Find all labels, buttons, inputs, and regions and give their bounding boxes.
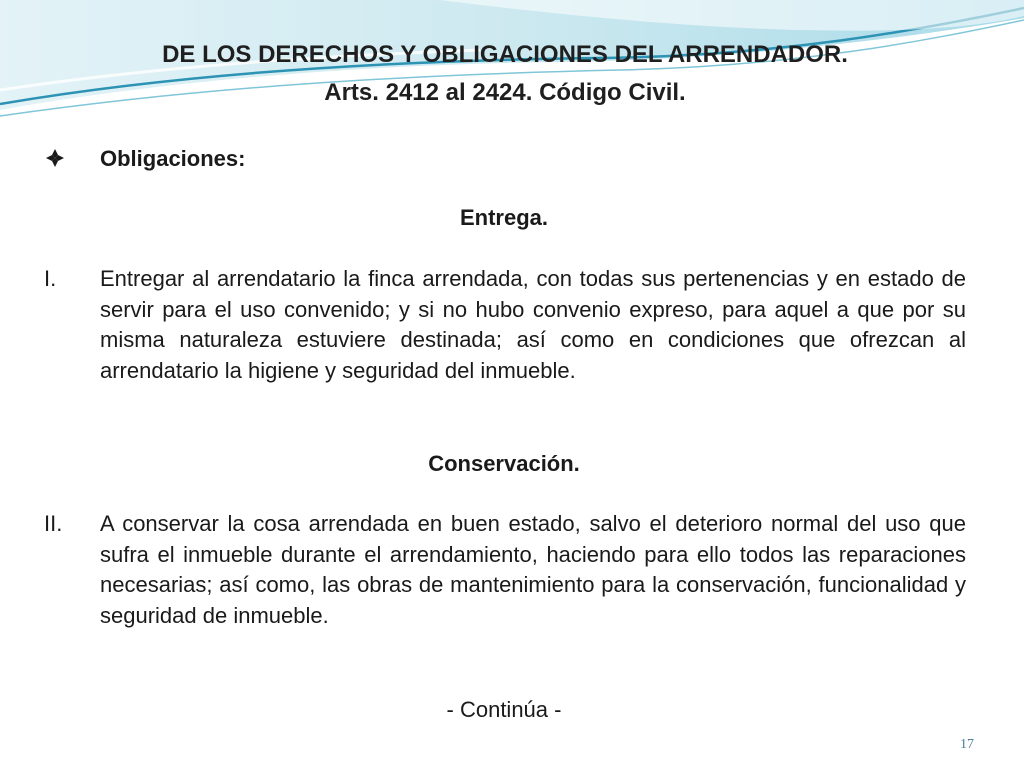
item-number: II. (44, 511, 63, 536)
continua-label: - Continúa - (446, 697, 562, 722)
title-line-1: DE LOS DERECHOS Y OBLIGACIONES DEL ARRENDADOR. (162, 41, 848, 68)
page-number: 17 (960, 737, 974, 752)
heading-entrega: Entrega. (459, 205, 549, 230)
title-line-2: Arts. 2412 al 2424. Código Civil. (324, 79, 686, 106)
slide-title (0, 36, 1010, 112)
item-number: I. (44, 266, 57, 291)
heading-conservacion: Conservación. (428, 451, 580, 476)
bullet-text: Obligaciones: (100, 146, 246, 171)
item-conservacion (44, 509, 966, 631)
item-entrega (44, 264, 966, 386)
item-text: A conservar la cosa arrendada en buen estado, salvo el deterioro normal del uso que sufra el inmueble durante el arrendamiento, haciendo para ello todos las reparaciones necesarias; así como, las obras de mantenimiento para la conservación, funcionalidad y seguridad de inmueble. (100, 511, 966, 628)
diamond-four-petal-icon (46, 149, 64, 167)
item-text: Entregar al arrendatario la finca arrendada, con todas sus pertenencias y en estado de servir para el uso convenido; y si no hubo convenio expreso, para aquel a que por su misma naturaleza estuviere destinada; así como en condiciones que ofrezcan al arrendatario la higiene y seguridad del inmueble. (100, 266, 966, 383)
